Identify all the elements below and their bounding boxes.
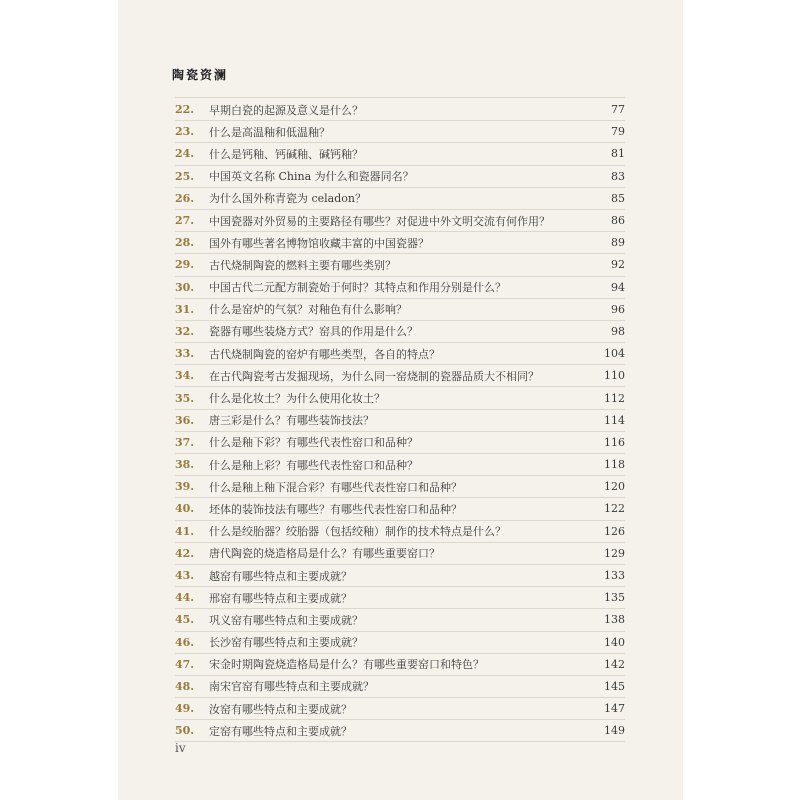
toc-entry-page: 77 [611, 103, 625, 117]
toc-entry[interactable] [175, 143, 625, 165]
toc-entry-number: 49. [175, 702, 195, 716]
toc-entry[interactable] [175, 521, 625, 543]
toc-entry[interactable] [175, 609, 625, 631]
toc-entry-page: 147 [604, 702, 625, 716]
toc-entry[interactable] [175, 454, 625, 476]
toc-entry-title: 什么是釉上釉下混合彩？有哪些代表性窑口和品种？ [209, 480, 462, 494]
toc-entry-title: 唐代陶瓷的烧造格局是什么？有哪些重要窑口？ [209, 547, 440, 561]
toc-entry-number: 45. [175, 613, 195, 627]
toc-entry-number: 42. [175, 546, 195, 560]
toc-entry-title: 邢窑有哪些特点和主要成就？ [209, 591, 352, 605]
toc-entry-title: 南宋官窑有哪些特点和主要成就？ [209, 680, 374, 694]
toc-entry[interactable] [175, 343, 625, 365]
toc-entry[interactable] [175, 632, 625, 654]
toc-entry-number: 28. [175, 236, 195, 250]
toc-entry-title: 唐三彩是什么？有哪些装饰技法？ [209, 414, 374, 428]
toc-entry-title: 早期白瓷的起源及意义是什么？ [209, 103, 363, 117]
toc-entry[interactable] [175, 698, 625, 720]
toc-entry-title: 定窑有哪些特点和主要成就？ [209, 724, 352, 738]
toc-entry-number: 47. [175, 657, 195, 671]
toc-entry-page: 140 [604, 635, 625, 649]
toc-entry-number: 40. [175, 502, 195, 516]
toc-entry-title: 中国英文名称 China 为什么和瓷器同名？ [209, 170, 414, 184]
toc-entry-page: 112 [604, 391, 625, 405]
toc-entry-title: 国外有哪些著名博物馆收藏丰富的中国瓷器？ [209, 236, 429, 250]
toc-entry[interactable] [175, 676, 625, 698]
toc-entry-title: 巩义窑有哪些特点和主要成就？ [209, 613, 363, 627]
toc-entry[interactable] [175, 188, 625, 210]
toc-entry-page: 110 [604, 369, 625, 383]
toc-entry-number: 38. [175, 458, 195, 472]
toc-entry[interactable] [175, 121, 625, 143]
toc-entry-number: 48. [175, 679, 195, 693]
toc-entry[interactable] [175, 277, 625, 299]
toc-entry-number: 22. [175, 103, 195, 117]
toc-entry-number: 31. [175, 302, 195, 316]
toc-entry[interactable] [175, 210, 625, 232]
toc-entry[interactable] [175, 587, 625, 609]
toc-entry[interactable] [175, 654, 625, 676]
toc-entry-title: 什么是釉上彩？有哪些代表性窑口和品种？ [209, 458, 418, 472]
toc-entry-page: 114 [604, 413, 625, 427]
toc-entry-number: 36. [175, 413, 195, 427]
toc-entry-number: 43. [175, 569, 195, 583]
table-of-contents [175, 99, 625, 742]
toc-entry[interactable] [175, 99, 625, 121]
toc-entry-title: 中国瓷器对外贸易的主要路径有哪些？对促进中外文明交流有何作用？ [209, 214, 550, 228]
toc-entry[interactable] [175, 720, 625, 742]
toc-entry-page: 81 [611, 147, 625, 161]
toc-entry-number: 25. [175, 169, 195, 183]
toc-entry-page: 126 [604, 524, 625, 538]
toc-entry-number: 33. [175, 347, 195, 361]
toc-entry-title: 长沙窑有哪些特点和主要成就？ [209, 636, 363, 650]
toc-entry[interactable] [175, 498, 625, 520]
toc-entry-number: 41. [175, 524, 195, 538]
toc-entry-number: 50. [175, 724, 195, 738]
page-folio: iv [175, 741, 186, 755]
toc-entry[interactable] [175, 254, 625, 276]
toc-entry[interactable] [175, 476, 625, 498]
toc-entry-title: 为什么国外称青瓷为 celadon？ [209, 192, 366, 206]
toc-entry-page: 86 [611, 214, 625, 228]
toc-entry-title: 汝窑有哪些特点和主要成就？ [209, 702, 352, 716]
toc-entry-number: 37. [175, 435, 195, 449]
toc-entry-title: 什么是绞胎器？绞胎器（包括绞釉）制作的技术特点是什么？ [209, 525, 506, 539]
toc-entry-number: 27. [175, 214, 195, 228]
toc-entry[interactable] [175, 365, 625, 387]
toc-entry[interactable] [175, 232, 625, 254]
toc-entry-title: 越窑有哪些特点和主要成就？ [209, 569, 352, 583]
toc-entry-title: 古代烧制陶瓷的燃料主要有哪些类别？ [209, 258, 396, 272]
toc-entry-page: 104 [604, 347, 625, 361]
toc-entry-number: 32. [175, 324, 195, 338]
toc-entry-page: 92 [611, 258, 625, 272]
toc-entry[interactable] [175, 387, 625, 409]
toc-entry[interactable] [175, 321, 625, 343]
toc-entry-page: 149 [604, 724, 625, 738]
toc-entry-page: 118 [604, 458, 625, 472]
toc-entry[interactable] [175, 432, 625, 454]
toc-entry[interactable] [175, 166, 625, 188]
toc-entry-page: 133 [604, 569, 625, 583]
toc-entry[interactable] [175, 565, 625, 587]
toc-entry-number: 26. [175, 191, 195, 205]
toc-entry-title: 坯体的装饰技法有哪些？有哪些代表性窑口和品种？ [209, 502, 462, 516]
toc-entry-page: 116 [604, 435, 625, 449]
toc-entry-title: 宋金时期陶瓷烧造格局是什么？有哪些重要窑口和特色？ [209, 658, 484, 672]
toc-entry-page: 135 [604, 591, 625, 605]
toc-entry-number: 29. [175, 258, 195, 272]
toc-entry-page: 138 [604, 613, 625, 627]
toc-entry-page: 85 [611, 191, 625, 205]
toc-entry-page: 96 [611, 302, 625, 316]
toc-entry-page: 89 [611, 236, 625, 250]
toc-entry-title: 什么是窑炉的气氛？对釉色有什么影响？ [209, 303, 407, 317]
toc-entry-number: 23. [175, 125, 195, 139]
toc-entry-title: 中国古代二元配方制瓷始于何时？其特点和作用分别是什么？ [209, 281, 506, 295]
toc-entry-title: 什么是釉下彩？有哪些代表性窑口和品种？ [209, 436, 418, 450]
toc-entry-number: 44. [175, 591, 195, 605]
running-header: 陶瓷资澜 [172, 68, 229, 82]
toc-entry-title: 瓷器有哪些装烧方式？窑具的作用是什么？ [209, 325, 418, 339]
toc-entry-page: 79 [611, 125, 625, 139]
toc-entry-number: 34. [175, 369, 195, 383]
toc-entry-title: 什么是化妆土？为什么使用化妆土？ [209, 392, 385, 406]
toc-entry-page: 94 [611, 280, 625, 294]
toc-entry-page: 98 [611, 324, 625, 338]
toc-entry-page: 145 [604, 679, 625, 693]
toc-entry-title: 在古代陶瓷考古发掘现场，为什么同一窑烧制的瓷器品质大不相同？ [209, 369, 539, 383]
header-rule [175, 97, 625, 98]
toc-entry-page: 129 [604, 546, 625, 560]
toc-entry-title: 古代烧制陶瓷的窑炉有哪些类型，各自的特点？ [209, 347, 440, 361]
toc-entry-number: 39. [175, 480, 195, 494]
toc-entry[interactable] [175, 410, 625, 432]
toc-entry-page: 83 [611, 169, 625, 183]
toc-entry-page: 142 [604, 657, 625, 671]
toc-entry-number: 35. [175, 391, 195, 405]
toc-entry-number: 24. [175, 147, 195, 161]
toc-entry[interactable] [175, 299, 625, 321]
toc-entry[interactable] [175, 543, 625, 565]
toc-entry-title: 什么是钙釉、钙碱釉、碱钙釉？ [209, 147, 363, 161]
toc-entry-number: 46. [175, 635, 195, 649]
toc-entry-number: 30. [175, 280, 195, 294]
toc-entry-page: 122 [604, 502, 625, 516]
toc-entry-page: 120 [604, 480, 625, 494]
toc-entry-title: 什么是高温釉和低温釉？ [209, 125, 330, 139]
